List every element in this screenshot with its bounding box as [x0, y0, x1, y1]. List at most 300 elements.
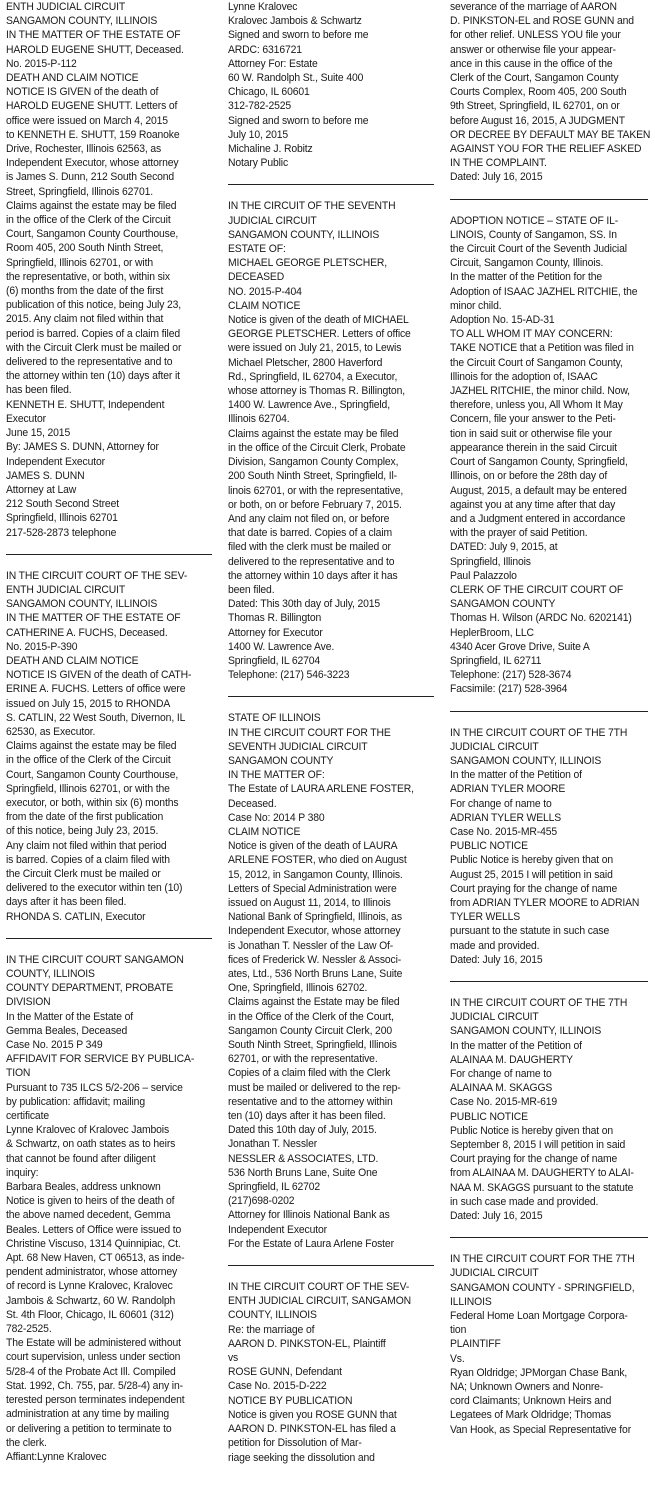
notice-divider [6, 938, 212, 939]
legal-notice [6, 953, 214, 1464]
notice-line: whose attorney is Thomas R. Billington, [228, 385, 405, 398]
notice-line: ESTATE OF: [228, 243, 286, 256]
notice-line: from the date of the first publication [6, 811, 164, 824]
notice-line: Christine Viscuso, 1314 Quinnipiac, Ct. [6, 1237, 181, 1250]
notice-line: Notice is given to heirs of the death of [6, 1195, 175, 1208]
notice-line: 5/28-4 of the Probate Act Ill. Compiled [6, 1365, 176, 1378]
notice-line: were issued on July 21, 2015, to Lewis [228, 342, 402, 355]
notice-line: SANGAMON COUNTY [228, 754, 334, 767]
notice-line: For change of name to [450, 797, 552, 810]
notice-line: Vs. [450, 1352, 465, 1365]
notice-line: delivered to the representative and to [6, 356, 173, 369]
notice-line: Notice is given of the death of MICHAEL [228, 314, 409, 327]
notice-line: COUNTY DEPARTMENT, PROBATE [6, 982, 174, 995]
notice-line: CATHERINE A. FUCHS, Deceased. [6, 626, 168, 639]
notice-line: has been filed. [6, 384, 72, 397]
notice-line: LINOIS, County of Sangamon, SS. In [450, 228, 617, 241]
notice-line: September 8, 2015 I will petition in said [450, 1139, 626, 1152]
notice-line: Deceased. [228, 797, 277, 810]
notice-line: appearance therein in the said Circuit [450, 441, 617, 454]
notice-line: South Ninth Street, Springfield, Illinois [228, 1039, 397, 1052]
legal-notice [228, 199, 436, 682]
notice-line: petition for Dissolution of Mar- [228, 1437, 362, 1450]
notice-line: DIVISION [6, 996, 51, 1009]
notice-line: In the matter of the Petition for the [450, 271, 603, 284]
notice-line: NOTICE BY PUBLICATION [228, 1394, 353, 1407]
notice-line: Public Notice is hereby given that on [450, 1124, 614, 1137]
notice-line: issued on July 15, 2015 to RHONDA [6, 697, 171, 710]
notice-line: STATE OF ILLINOIS [228, 712, 321, 725]
notice-divider [450, 1237, 648, 1238]
notice-line: AARON D. PINKSTON-EL has filed a [228, 1423, 396, 1436]
notice-line: Drive, Rochester, Illinois 62563, as [6, 143, 162, 156]
notice-line: Attorney For: Estate [228, 57, 318, 70]
notice-line: St. 4th Floor, Chicago, IL 60601 (312) [6, 1308, 174, 1321]
notice-line: the attorney within 10 days after it has [228, 569, 398, 582]
notice-line: No. 2015-P-112 [6, 57, 77, 70]
notice-line: or delivering a petition to terminate to [6, 1422, 172, 1435]
notice-line: JUDICIAL CIRCUIT [450, 740, 539, 753]
notice-line: IN THE MATTER OF THE ESTATE OF [6, 29, 181, 42]
notice-line: Jambois & Schwartz, 60 W. Randolph [6, 1294, 176, 1307]
notice-line: Room 405, 200 South Ninth Street, [6, 242, 164, 255]
notice-line: AARON D. PINKSTON-EL, Plaintiff [228, 1337, 386, 1350]
notice-line: SANGAMON COUNTY, ILLINOIS [450, 1025, 602, 1038]
notice-line: 200 South Ninth Street, Springfield, Il- [228, 470, 397, 483]
notice-divider [450, 711, 648, 712]
notice-line: of this notice, being July 23, 2015. [6, 825, 159, 838]
notice-line: IN THE CIRCUIT COURT SANGAMON [6, 953, 184, 966]
legal-notice [450, 214, 650, 697]
notice-line: SANGAMON COUNTY, ILLINOIS [450, 754, 602, 767]
notice-line: delivered to the representative and to [228, 555, 395, 568]
notice-line: Dated: July 16, 2015 [450, 953, 543, 966]
notice-line: TYLER WELLS [450, 911, 521, 924]
notice-line: And any claim not filed on, or before [228, 512, 390, 525]
legal-notice [6, 569, 214, 924]
notice-line: that cannot be found after diligent [6, 1152, 156, 1165]
notice-line: ADRIAN TYLER WELLS [450, 811, 562, 824]
notice-line: certificate [6, 1110, 49, 1123]
legal-notice [228, 1280, 436, 1465]
notice-line: Executor [6, 412, 46, 425]
notice-line: the clerk. [6, 1436, 47, 1449]
notice-divider [228, 184, 434, 185]
notice-line: 212 South Second Street [6, 498, 119, 511]
notice-line: pendent administrator, whose attorney [6, 1266, 178, 1279]
notice-line: CLAIM NOTICE [228, 299, 301, 312]
notice-line: IN THE CIRCUIT COURT OF THE SEV- [6, 569, 188, 582]
notice-line: 62530, as Executor. [6, 725, 96, 738]
notice-line: with the prayer of said Petition. [450, 527, 588, 540]
notice-line: IN THE CIRCUIT COURT OF THE SEV- [228, 1281, 410, 1294]
notice-line: 4340 Acer Grove Drive, Suite A [450, 640, 590, 653]
notice-line: Paul Palazzolo [450, 569, 517, 582]
notice-line: NO. 2015-P-404 [228, 285, 302, 298]
notice-line: resentative and to the attorney within [228, 1095, 393, 1108]
notice-line: DEATH AND CLAIM NOTICE [6, 654, 139, 667]
notice-line: ENTH JUDICIAL CIRCUIT [6, 583, 126, 596]
notice-line: ten (10) days after it has been filed. [228, 1110, 386, 1123]
notice-line: Clerk of the Court, Sangamon County [450, 72, 619, 85]
notice-line: Affiant:Lynne Kralovec [6, 1450, 107, 1463]
notice-line: ERINE A. FUCHS. Letters of office were [6, 683, 186, 696]
notice-line: or both, on or before February 7, 2015. [228, 498, 402, 511]
notice-line: HeplerBroom, LLC [450, 626, 534, 639]
notice-line: for other relief. UNLESS YOU file your [450, 29, 621, 42]
notice-line: TION [6, 1067, 31, 1080]
notice-line: is James S. Dunn, 212 South Second [6, 171, 175, 184]
notice-line: Stat. 1992, Ch. 755, par. 5/28-4) any in- [6, 1379, 183, 1392]
notice-line: ADRIAN TYLER MOORE [450, 783, 566, 796]
legal-notice [450, 996, 650, 1223]
notice-line: the attorney within ten (10) days after it [6, 370, 180, 383]
notice-line: IN THE CIRCUIT COURT FOR THE 7TH [450, 1253, 635, 1266]
notice-line: IN THE CIRCUIT COURT FOR THE [228, 726, 391, 739]
notice-line: Chicago, IL 60601 [228, 86, 310, 99]
notice-divider [6, 554, 212, 555]
notice-line: Pursuant to 735 ILCS 5/2-206 – service [6, 1081, 183, 1094]
notice-line: before August 16, 2015, A JUDGMENT [450, 114, 625, 127]
notice-line: Beales. Letters of Office were issued to [6, 1223, 182, 1236]
notice-line: Adoption No. 15-AD-31 [450, 314, 555, 327]
notice-line: Dated: July 16, 2015 [450, 1210, 543, 1223]
notice-line: the Circuit Clerk must be mailed or [6, 867, 161, 880]
notice-line: Copies of a claim filed with the Clerk [228, 1067, 391, 1080]
notice-line: TAKE NOTICE that a Petition was filed in [450, 342, 634, 355]
notice-line: 2015. Any claim not filed within that [6, 313, 164, 326]
notice-line: Rd., Springfield, IL 62704, a Executor, [228, 370, 398, 383]
notice-line: DECEASED [228, 271, 285, 284]
notice-line: Gemma Beales, Deceased [6, 1024, 128, 1037]
notice-line: publication of this notice, being July 23, [6, 299, 182, 312]
notice-line: Telephone: (217) 546-3223 [228, 669, 350, 682]
notice-line: OR DECREE BY DEFAULT MAY BE TAKEN [450, 128, 650, 141]
notice-line: Facsimile: (217) 528-3964 [450, 683, 568, 696]
notice-line: D. PINKSTON-EL and ROSE GUNN and [450, 15, 634, 28]
notice-line: court supervision, unless under section [6, 1351, 181, 1364]
notice-line: from ALAINAA M. DAUGHERTY to ALAI- [450, 1167, 634, 1180]
notice-line: Attorney for Executor [228, 626, 323, 639]
notice-line: Independent Executor [6, 455, 105, 468]
notice-line: Telephone: (217) 528-3674 [450, 669, 572, 682]
notice-line: 782-2525. [6, 1323, 52, 1336]
notice-line: ENTH JUDICIAL CIRCUIT [6, 1, 126, 13]
notice-line: the Circuit Court of Sangamon County, [450, 356, 623, 369]
notice-line: Court praying for the change of name [450, 882, 618, 895]
notice-line: Case No: 2014 P 380 [228, 811, 325, 824]
notice-line: JUDICIAL CIRCUIT [450, 1011, 539, 1024]
notice-line: the representative, or both, within six [6, 270, 170, 283]
notice-line: and a Judgment entered in accordance [450, 512, 626, 525]
notice-line: Claims against the estate may be filed [6, 199, 177, 212]
notice-line: In the Matter of the Estate of [6, 1010, 134, 1023]
notice-line: cord Claimants; Unknown Heirs and [450, 1395, 612, 1408]
notice-line: IN THE MATTER OF THE ESTATE OF [6, 612, 181, 625]
notice-line: AFFIDAVIT FOR SERVICE BY PUBLICA- [6, 1053, 195, 1066]
notice-line: filed with the clerk must be mailed or [228, 541, 391, 554]
notice-line: COUNTY, ILLINOIS [228, 1309, 317, 1322]
notice-line: DATED: July 9, 2015, at [450, 541, 558, 554]
notice-line: RHONDA S. CATLIN, Executor [6, 910, 146, 923]
notice-line: ADOPTION NOTICE – STATE OF IL- [450, 214, 619, 227]
notice-line: Case No. 2015-MR-455 [450, 825, 558, 838]
notice-line: pursuant to the statute in such case [450, 925, 610, 938]
notice-line: ENTH JUDICIAL CIRCUIT, SANGAMON [228, 1295, 412, 1308]
notice-line: Notice is given you ROSE GUNN that [228, 1408, 397, 1421]
notice-line: NOTICE IS GIVEN of the death of CATH- [6, 669, 192, 682]
notice-line: made and provided. [450, 939, 540, 952]
notice-line: is barred. Copies of a claim filed with [6, 853, 170, 866]
notice-line: in the office of the Clerk of the Circuit [6, 754, 171, 767]
notice-line: Signed and sworn to before me [228, 114, 369, 127]
notice-line: Court, Sangamon County Courthouse, [6, 228, 179, 241]
notice-line: Springfield, Illinois 62701, or with the [6, 782, 170, 795]
notice-line: ance in this cause in the office of the [450, 57, 613, 70]
legal-notice [450, 0, 650, 185]
notice-line: HAROLD EUGENE SHUTT, Deceased. [6, 43, 184, 56]
notice-line: Court praying for the change of name [450, 1153, 618, 1166]
notice-line: Lynne Kralovec of Kralovec Jambois [6, 1124, 170, 1137]
notice-line: SANGAMON COUNTY, ILLINOIS [228, 228, 380, 241]
notice-line: Springfield, IL 62704 [228, 654, 321, 667]
notice-line: Letters of Special Administration were [228, 882, 397, 895]
notice-line: tion [450, 1324, 467, 1337]
notice-line: Notice is given of the death of LAURA [228, 840, 398, 853]
notice-line: MICHAEL GEORGE PLETSCHER, [228, 257, 388, 270]
notice-line: therefore, unless you, All Whom It May [450, 399, 623, 412]
notice-line: Lynne Kralovec [228, 1, 298, 13]
notice-line: in the office of the Clerk of the Circuit [6, 214, 171, 227]
column-3 [450, 0, 650, 1510]
notice-line: been filed. [228, 583, 275, 596]
notice-line: Springfield, Illinois 62701 [6, 512, 118, 525]
notice-line: KENNETH E. SHUTT, Independent [6, 398, 165, 411]
notice-line: For the Estate of Laura Arlene Foster [228, 1237, 394, 1250]
notice-line: that date is barred. Copies of a claim [228, 527, 393, 540]
notice-line: Courts Complex, Room 405, 200 South [450, 86, 627, 99]
notice-line: 1400 W. Lawrence Ave., Springfield, [228, 399, 390, 412]
legal-notice [228, 0, 436, 170]
notice-line: Dated this 10th day of July, 2015. [228, 1124, 377, 1137]
notice-line: June 15, 2015 [6, 427, 71, 440]
notice-line: of record is Lynne Kralovec, Kralovec [6, 1280, 173, 1293]
notice-line: Springfield, Illinois 62701, or with [6, 256, 153, 269]
notice-line: severance of the marriage of AARON [450, 1, 617, 13]
notice-line: For change of name to [450, 1068, 552, 1081]
notice-line: Division, Sangamon County Complex, [228, 456, 399, 469]
notice-line: Claims against the Estate may be filed [228, 996, 400, 1009]
notice-line: August 25, 2015 I will petition in said [450, 868, 613, 881]
notice-line: executor, or both, within six (6) months [6, 796, 179, 809]
notice-line: S. CATLIN, 22 West South, Divernon, IL [6, 711, 186, 724]
notice-line: Springfield, IL 62702 [228, 1181, 321, 1194]
notice-line: Federal Home Loan Mortgage Corpora- [450, 1310, 628, 1323]
notice-line: NAA M. SKAGGS pursuant to the statute [450, 1181, 634, 1194]
notice-line: with the Circuit Clerk must be mailed or [6, 341, 182, 354]
notice-line: to KENNETH E. SHUTT, 159 Roanoke [6, 128, 180, 141]
notice-line: Circuit, Sangamon County, Illinois. [450, 257, 604, 270]
notice-line: the Circuit Court of the Seventh Judicial [450, 243, 627, 256]
notice-line: 217-528-2873 telephone [6, 526, 117, 539]
notice-line: The Estate of LAURA ARLENE FOSTER, [228, 783, 414, 796]
column-2 [228, 0, 436, 1510]
notice-line: Claims against the estate may be filed [6, 740, 177, 753]
notice-line: No. 2015-P-390 [6, 640, 78, 653]
notice-divider [450, 199, 648, 200]
notice-line: Independent Executor, whose attorney [228, 925, 401, 938]
notice-line: IN THE MATTER OF: [228, 769, 325, 782]
notice-line: PUBLIC NOTICE [450, 1110, 528, 1123]
notice-line: Thomas H. Wilson (ARDC No. 6202141) [450, 612, 632, 625]
notice-line: TO ALL WHOM IT MAY CONCERN: [450, 328, 613, 341]
notice-line: Claims against the estate may be filed [228, 427, 399, 440]
notice-line: Apt. 68 New Haven, CT 06513, as inde- [6, 1252, 185, 1265]
notice-line: PUBLIC NOTICE [450, 840, 528, 853]
notice-line: Any claim not filed within that period [6, 839, 167, 852]
notice-line: AGAINST YOU FOR THE RELIEF ASKED [450, 143, 642, 156]
notice-line: in the office of the Circuit Clerk, Probate [228, 441, 406, 454]
notice-line: in such case made and provided. [450, 1195, 599, 1208]
notice-line: Van Hook, as Special Representative for [450, 1423, 632, 1436]
notice-line: ILLINOIS [450, 1295, 492, 1308]
notice-line: SANGAMON COUNTY [450, 598, 556, 611]
notice-line: Springfield, Illinois [450, 555, 531, 568]
notice-line: ROSE GUNN, Defendant [228, 1366, 342, 1379]
notice-line: Re: the marriage of [228, 1323, 315, 1336]
notice-line: Sangamon County Circuit Clerk, 200 [228, 1024, 392, 1037]
notice-line: Adoption of ISAAC JAZHEL RITCHIE, the [450, 285, 638, 298]
notice-line: days after it has been filed. [6, 896, 127, 909]
notice-line: Public Notice is hereby given that on [450, 854, 614, 867]
notice-line: National Bank of Springfield, Illinois, as [228, 911, 402, 924]
notice-line: July 10, 2015 [228, 128, 289, 141]
notice-line: (217)698-0202 [228, 1195, 295, 1208]
notice-line: 1400 W. Lawrence Ave. [228, 640, 335, 653]
notice-line: delivered to the executor within ten (10) [6, 882, 183, 895]
notice-line: The Estate will be administered without [6, 1337, 181, 1350]
notice-line: Michael Pletscher, 2800 Haverford [228, 356, 383, 369]
notice-line: PLAINTIFF [450, 1338, 501, 1351]
notice-line: Court, Sangamon County Courthouse, [6, 768, 179, 781]
notice-line: GEORGE PLETSCHER. Letters of office [228, 328, 411, 341]
notice-line: DEATH AND CLAIM NOTICE [6, 72, 139, 85]
notice-line: IN THE CIRCUIT COURT OF THE 7TH [450, 726, 628, 739]
notice-line: 536 North Bruns Lane, Suite One [228, 1166, 378, 1179]
notice-line: & Schwartz, on oath states as to heirs [6, 1138, 176, 1151]
notice-line: in the Office of the Clerk of the Court, [228, 1010, 394, 1023]
notice-line: HAROLD EUGENE SHUTT. Letters of [6, 100, 178, 113]
notice-line: Jonathan T. Nessler [228, 1138, 318, 1151]
notice-line: minor child. [450, 299, 502, 312]
notice-line: CLERK OF THE CIRCUIT COURT OF [450, 583, 624, 596]
notice-line: Dated: This 30th day of July, 2015 [228, 598, 381, 611]
notice-line: Court of Sangamon County, Springfield, [450, 456, 628, 469]
notice-line: 62701, or with the representative. [228, 1053, 378, 1066]
notice-line: JUDICIAL CIRCUIT [228, 214, 317, 227]
notice-line: answer or otherwise file your appear- [450, 43, 616, 56]
notice-line: Street, Springfield, Illinois 62701. [6, 185, 153, 198]
notice-line: ARLENE FOSTER, who died on August [228, 854, 407, 867]
notice-line: COUNTY, ILLINOIS [6, 968, 95, 980]
notice-line: SEVENTH JUDICIAL CIRCUIT [228, 740, 368, 753]
notice-line: Legatees of Mark Oldridge; Thomas [450, 1409, 612, 1422]
notice-line: against you at any time after that day [450, 498, 616, 511]
notice-line: linois 62701, or with the representative, [228, 484, 404, 497]
notice-line: Independent Executor, whose attorney [6, 157, 179, 170]
notice-line: riage seeking the dissolution and [228, 1451, 375, 1464]
notice-line: must be mailed or delivered to the rep- [228, 1081, 401, 1094]
notice-line: 312-782-2525 [228, 100, 292, 113]
notice-line: period is barred. Copies of a claim filed [6, 327, 181, 340]
notice-line: Kralovec Jambois & Schwartz [228, 15, 362, 28]
notice-line: ARDC: 6316721 [228, 43, 302, 56]
notice-line: Signed and sworn to before me [228, 29, 369, 42]
notice-line: Attorney for Illinois National Bank as [228, 1209, 390, 1222]
notice-line: IN THE CIRCUIT OF THE SEVENTH [228, 200, 396, 213]
notice-line: Case No. 2015-MR-619 [450, 1096, 558, 1109]
notice-line: Springfield, IL 62711 [450, 654, 542, 667]
notice-line: SANGAMON COUNTY, ILLINOIS [6, 598, 158, 611]
notice-line: administration at any time by mailing [6, 1408, 169, 1421]
notice-line: Michaline J. Robitz [228, 143, 313, 156]
notice-line: Case No. 2015 P 349 [6, 1039, 103, 1052]
notice-line: SANGAMON COUNTY, ILLINOIS [6, 15, 158, 28]
notice-line: Independent Executor [228, 1223, 327, 1236]
notice-line: NESSLER & ASSOCIATES, LTD. [228, 1152, 379, 1165]
notice-line: Barbara Beales, address unknown [6, 1181, 161, 1194]
notice-line: from ADRIAN TYLER MOORE to ADRIAN [450, 896, 640, 909]
notice-line: fices of Frederick W. Nessler & Associ- [228, 953, 402, 966]
notice-line: CLAIM NOTICE [228, 825, 301, 838]
notice-line: Dated: July 16, 2015 [450, 171, 543, 184]
notice-line: Illinois, on or before the 28th day of [450, 470, 608, 483]
column-1 [6, 0, 214, 1510]
notice-line: 15, 2012, in Sangamon County, Illinois. [228, 868, 403, 881]
notice-line: Ryan Oldridge; JPMorgan Chase Bank, [450, 1366, 628, 1379]
notice-divider [228, 1265, 434, 1266]
notice-line: One, Springfield, Illinois 62702. [228, 982, 368, 995]
notice-line: August, 2015, a default may be entered [450, 484, 627, 497]
notice-line: In the matter of the Petition of [450, 769, 582, 782]
legal-notice [6, 0, 214, 540]
notice-line: SANGAMON COUNTY - SPRINGFIELD, [450, 1281, 635, 1294]
notice-divider [228, 696, 434, 697]
notice-line: is Jonathan T. Nessler of the Law Of- [228, 939, 394, 952]
notice-line: (6) months from the date of the first [6, 285, 164, 298]
notice-line: the above named decedent, Gemma [6, 1209, 171, 1222]
legal-notice [450, 726, 650, 967]
notice-divider [450, 981, 648, 982]
notice-line: inquiry: [6, 1166, 39, 1179]
notice-line: Notary Public [228, 157, 289, 170]
notice-line: IN THE COMPLAINT. [450, 157, 547, 170]
notice-line: JAZHEL RITCHIE, the minor child. Now, [450, 385, 630, 398]
notice-line: Case No. 2015-D-222 [228, 1380, 327, 1393]
notice-line: By: JAMES S. DUNN, Attorney for [6, 441, 159, 454]
notice-line: 60 W. Randolph St., Suite 400 [228, 72, 364, 85]
notice-line: Thomas R. Billington [228, 612, 322, 625]
notice-line: by publication: affidavit; mailing [6, 1095, 145, 1108]
notice-line: terested person terminates independent [6, 1394, 185, 1407]
notice-line: IN THE CIRCUIT COURT OF THE 7TH [450, 997, 628, 1009]
notice-line: NOTICE IS GIVEN of the death of [6, 86, 159, 99]
notice-line: Concern, file your answer to the Peti- [450, 413, 616, 426]
notice-line: ALAINAA M. DAUGHERTY [450, 1053, 573, 1066]
legal-notice [450, 1252, 650, 1437]
notice-line: JUDICIAL CIRCUIT [450, 1267, 539, 1280]
notice-line: Attorney at Law [6, 483, 77, 496]
